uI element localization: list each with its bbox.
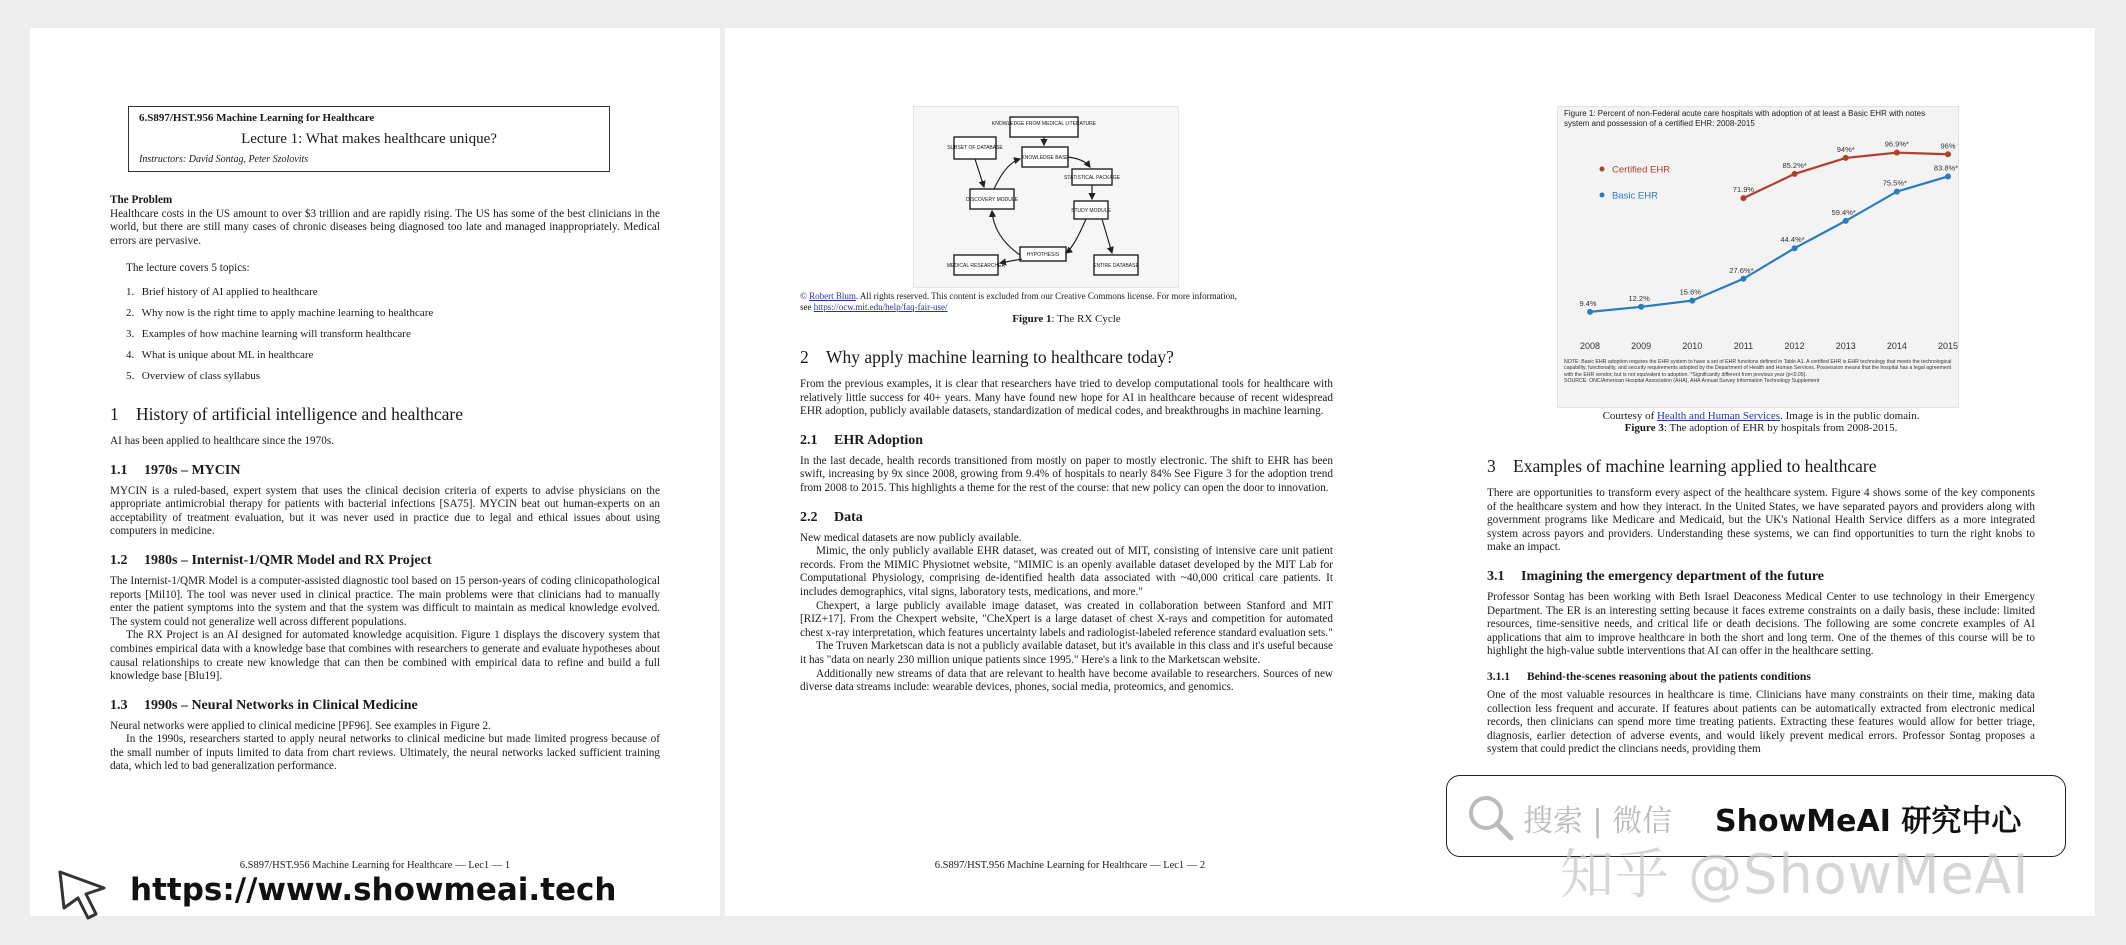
diagram-node-label: HYPOTHESIS: [1026, 252, 1060, 258]
legend-marker: [1600, 167, 1605, 172]
data-label: 9.4%: [1579, 298, 1597, 308]
x-tick-label: 2009: [1631, 341, 1652, 351]
data-label: 15.6%: [1679, 287, 1701, 297]
section-2-1-heading: 2.1 EHR Adoption: [800, 432, 924, 448]
figure-1-caption: Figure 1: The RX Cycle: [1012, 313, 1121, 325]
legend-label: Basic EHR: [1612, 190, 1658, 202]
section-1-3-paragraph: Neural networks were applied to clinical medicine [PF96]. See examples in Figure 2.: [110, 719, 491, 732]
x-tick-label: 2011: [1733, 341, 1754, 351]
section-2-2-paragraph: New medical datasets are now publicly available.: [800, 531, 1022, 544]
section-3-1-1-heading: 3.1.1 Behind-the-scenes reasoning about the patients conditions: [1487, 670, 1811, 683]
data-point: [1740, 276, 1746, 282]
data-point: [1689, 298, 1695, 304]
rx-cycle-diagram: [914, 107, 1178, 287]
section-2-1-paragraph: In the last decade, health records transitioned from mostly on paper to mostly electronic. The shift to EHR has been swift, increasing by 9x since 2008, growing from 9.4% of hospitals to nearly 84% See Figure 3 for the adoption trend from 2008 to 2015. This highlights a theme for the rest of the course: that new policy can open the door to innovation.: [800, 454, 1333, 494]
problem-heading: The Problem: [110, 194, 173, 206]
data-point: [1945, 173, 1951, 179]
diagram-arrow: [1000, 259, 1022, 263]
section-1-paragraph: AI has been applied to healthcare since the 1970s.: [110, 434, 334, 447]
data-label: 75.5%*: [1882, 178, 1907, 188]
rx-cycle-figure: [913, 106, 1179, 288]
section-1-heading: 1 History of artificial intelligence and healthcare: [110, 403, 464, 424]
data-label: 83.8%*: [1933, 163, 1958, 173]
data-label: 96.9%*: [1884, 139, 1909, 149]
section-1-2-heading: 1.2 1980s – Internist-1/QMR Model and RX Project: [110, 552, 432, 568]
diagram-node-label: KNOWLEDGE BASE: [1021, 155, 1069, 161]
section-2-2-paragraph: Chexpert, a large publicly available image dataset, was created in collaboration between Stanford and MIT [RIZ+17]. From the Chexpert website, "CheXpert is a large dataset of chest X-rays and competition for automated chest x-ray interpretation, which features uncertainty labels and radiologist-labeled reference standard evaluation sets.": [800, 599, 1333, 639]
topic-list: [126, 286, 660, 382]
figure-credit: © Robert Blum. All rights reserved. This content is excluded from our Creative Commons license. For more information, see https://ocw.mit.edu/help/faq-fair-use/: [800, 291, 1237, 312]
page-2: [725, 28, 1415, 916]
topics-intro: The lecture covers 5 topics:: [126, 262, 250, 275]
diagram-node-label: SUBSET OF DATABASE: [947, 145, 1003, 151]
diagram-node-label: STUDY MODULE: [1071, 208, 1111, 214]
hhs-link[interactable]: Health and Human Services: [1656, 410, 1781, 422]
data-point: [1894, 189, 1900, 195]
data-point: [1843, 155, 1849, 161]
data-label: 59.4%*: [1831, 207, 1856, 217]
data-point: [1740, 195, 1746, 201]
page-footer: 6.S897/HST.956 Machine Learning for Healthcare — Lec1 — 2: [934, 860, 1206, 871]
fair-use-link[interactable]: https://ocw.mit.edu/help/faq-fair-use/: [813, 302, 948, 312]
section-3-1-heading: 3.1 Imagining the emergency department of the future: [1487, 568, 1825, 584]
section-1-1-heading: 1.1 1970s – MYCIN: [110, 462, 241, 478]
section-2-2-heading: 2.2 Data: [800, 509, 863, 525]
chart-source: SOURCE: ONC/American Hospital Association (AHA), AHA Annual Survey Information Technology Supplement: [1564, 378, 1820, 385]
data-label: 12.2%: [1628, 293, 1650, 303]
data-label: 44.4%*: [1780, 235, 1805, 245]
search-watermark-text: 搜索 | 微信: [1523, 804, 1673, 839]
section-1-3-paragraph: In the 1990s, researchers started to apply neural networks to clinical medicine but made limited progress because of the small number of inputs limited to data from chart reviews. Ultimately, the neural networks lacked sufficient training data, which led to bad generalization performance.: [110, 733, 660, 773]
data-label: 94%*: [1836, 144, 1855, 154]
list-item: 1. Brief history of AI applied to healthcare: [126, 285, 318, 298]
chart-note: NOTE: Basic EHR adoption requires the EHR system to have a set of EHR functions defined in Table A1. A certified EHR is EHR technology that meets the technological capability, functionality, and security requirements adopted by the Department of Health and Human Services. Possession means that the hospital has a legal agreement with the EHR vendor, but is not equivalent to adoption. *Significantly different from previous year (p<0.05).: [1564, 359, 1952, 378]
chart-title: Figure 1: Percent of non-Federal acute care hospitals with adoption of at least a Basic EHR with notes system and possession of a certified EHR: 2008-2015: [1564, 109, 1926, 128]
diagram-arrow: [1068, 157, 1090, 167]
section-2-2-paragraph: The Truven Marketscan data is not a publicly available dataset, but it's available in this class and it's useful because it has "data on nearly 230 million unique patients since 1995." Here's a link to the Marketscan website.: [800, 640, 1333, 666]
legend-label: Certified EHR: [1612, 164, 1671, 176]
diagram-arrow: [1066, 219, 1086, 253]
list-item: 3. Examples of how machine learning will transform healthcare: [126, 327, 411, 340]
data-point: [1894, 150, 1900, 156]
page-footer: 6.S897/HST.956 Machine Learning for Healthcare — Lec1 — 1: [239, 860, 511, 871]
list-item: 2. Why now is the right time to apply machine learning to healthcare: [126, 306, 434, 319]
section-2-2-paragraph: Mimic, the only publicly available EHR dataset, was created out of MIT, consisting of intensive care unit patient records. From the MIMIC Physiotnet website, "MIMIC is an openly available dataset developed by the MIT Lab for Computational Physiology, comprising de-identified health data associated with ~40,000 critical care patients. It includes demographics, vital signs, laboratory tests, medications, and more.": [800, 545, 1333, 598]
legend-marker: [1600, 193, 1605, 198]
data-label: 85.2%*: [1782, 160, 1807, 170]
section-1-3-heading: 1.3 1990s – Neural Networks in Clinical Medicine: [110, 697, 418, 713]
credit-link[interactable]: Robert Blum: [809, 291, 856, 301]
section-1-2-paragraph: The RX Project is an AI designed for automated knowledge acquisition. Figure 1 displays the discovery system that combines empirical data with a knowledge base that combines with researchers to generate and evaluate hypotheses about causal relationships to create new knowledge that can then be combined with empirical data to refine and build a full knowledge base [Blu19].: [110, 629, 660, 683]
course-name: 6.S897/HST.956 Machine Learning for Healthcare: [139, 112, 375, 124]
brand-watermark-text: ShowMeAI 研究中心: [1715, 804, 2022, 839]
search-icon: [1465, 792, 1515, 842]
diagram-arrow: [992, 211, 1020, 255]
diagram-node-label: STATISTICAL PACKAGE: [1064, 175, 1120, 181]
data-point: [1792, 171, 1798, 177]
diagram-node-label: DISCOVERY MODULE: [965, 197, 1019, 203]
list-item: 5. Overview of class syllabus: [126, 369, 260, 382]
lecture-title-box: [128, 106, 610, 172]
data-point: [1843, 218, 1849, 224]
data-point: [1792, 245, 1798, 251]
x-tick-label: 2008: [1579, 341, 1601, 351]
figure-3-caption: Figure 3: The adoption of EHR by hospitals from 2008-2015.: [1624, 422, 1898, 434]
section-1-1-paragraph: MYCIN is a ruled-based, expert system that uses the clinical decision criteria of experts to advise physicians on the appropriate antimicrobial therapy for patients with bacterial infections [SA75]. MYCIN beat out human-experts on an acceptability of treatment evaluation, but it was never used in practice due to legal and ethical issues about using computers in medicine.: [110, 484, 660, 538]
zhihu-watermark: 知乎 @ShowMeAI: [1560, 843, 2030, 906]
problem-paragraph: Healthcare costs in the US amount to over $3 trillion and are rapidly rising. The US has some of the best clinicians in the world, but there are still many cases of chronic diseases being diagnosed too late and managed inappropriately. Medical errors are pervasive.: [110, 207, 660, 247]
lecture-title: Lecture 1: What makes healthcare unique?: [241, 131, 497, 147]
data-point: [1587, 309, 1593, 315]
section-3-heading: 3 Examples of machine learning applied to healthcare: [1487, 456, 1877, 476]
section-2-heading: 2 Why apply machine learning to healthcare today?: [800, 347, 1174, 367]
list-item: 4. What is unique about ML in healthcare: [126, 348, 314, 361]
x-tick-label: 2015: [1937, 341, 1958, 351]
ehr-adoption-chart: [1557, 106, 1959, 408]
cursor-pointer-icon: [56, 868, 112, 920]
diagram-arrow: [1102, 219, 1112, 253]
x-tick-label: 2010: [1682, 341, 1703, 351]
x-tick-label: 2013: [1835, 341, 1856, 351]
diagram-node-label: ENTIRE DATABASE: [1093, 263, 1139, 269]
diagram-node-label: KNOWLEDGE FROM MEDICAL LITERATURE: [991, 121, 1097, 127]
instructors: Instructors: David Sontag, Peter Szolovits: [139, 154, 309, 165]
diagram-arrow: [975, 159, 984, 187]
section-2-paragraph: From the previous examples, it is clear that researchers have tried to develop computational tools for healthcare with relatively little success for 40+ years. Many have found new hope for AI in healthcare because of recent widespread EHR adoption, publicly available datasets, standardization of medical codes, and breakthroughs in machine learning.: [800, 378, 1333, 418]
section-3-paragraph: There are opportunities to transform every aspect of the healthcare system. Figure 4 shows some of the key components of the healthcare system and how they interact. In the United States, we have separated payors and providers along with government programs like Medicare and Medicaid, but the UK's National Health Service differs as a more integrated system across payors and providers. Understanding these systems, we can find opportunities to turn the right knobs to make an impact.: [1487, 487, 2035, 554]
website-url: https://www.showmeai.tech: [130, 872, 617, 908]
page-1: [30, 28, 720, 916]
section-3-1-paragraph: Professor Sontag has been working with Beth Israel Deaconess Medical Center to use technology in their Emergency Department. The ER is an interesting setting because it faces extreme constraints on a daily basis, these include: limited resources, time-sensitive needs, and critical life or death decisions. The following are some concrete examples of AI applications that aim to improve healthcare in both the short and long term. One of the themes of this course will be to highlight the high-value subtle interventions that AI can offer in the healthcare setting.: [1487, 590, 2035, 658]
courtesy-line: Courtesy of Health and Human Services. Image is in the public domain.: [1602, 410, 1920, 422]
diagram-arrow: [994, 159, 1020, 189]
data-label: 71.9%: [1732, 185, 1755, 195]
x-tick-label: 2014: [1886, 341, 1907, 351]
data-point: [1945, 151, 1951, 157]
diagram-node-label: MEDICAL RESEARCHER: [946, 263, 1006, 269]
data-point: [1638, 304, 1644, 310]
ehr-adoption-svg: [1558, 107, 1958, 407]
data-label: 27.6%*: [1729, 265, 1754, 275]
section-2-2-paragraph: Additionally new streams of data that are relevant to health have become available to researchers. Sources of new diverse data streams include: wearable devices, phones, social media, proteomics, and genomics.: [800, 667, 1333, 694]
section-3-1-1-paragraph: One of the most valuable resources in healthcare is time. Clinicians have many constraints on their time, making data collection less frequent and accurate. If features about patients can be automatically extracted from electronic medical records, then clinicians can spend more time treating patients. Extracting these features would allow for better triage, diagnosis, earlier detection of adverse events, and would likely prevent medical errors. Professor Sontag proposes a system that could predict the clincians needs, providing them: [1487, 688, 2035, 756]
diagram-node: [1010, 117, 1078, 137]
section-1-2-paragraph: The Internist-1/QMR Model is a computer-assisted diagnostic tool based on 15 person-years of coding clinicopathological reports [Mil10]. The tool was never used in clinical practice. The main problems were that clinicians had to manually enter the patient symptoms into the system and that the system was difficult to maintain as medical knowledge evolved. The system could not generalize well across different populations.: [110, 574, 660, 628]
data-label: 96%: [1940, 141, 1956, 151]
x-tick-label: 2012: [1784, 341, 1805, 351]
